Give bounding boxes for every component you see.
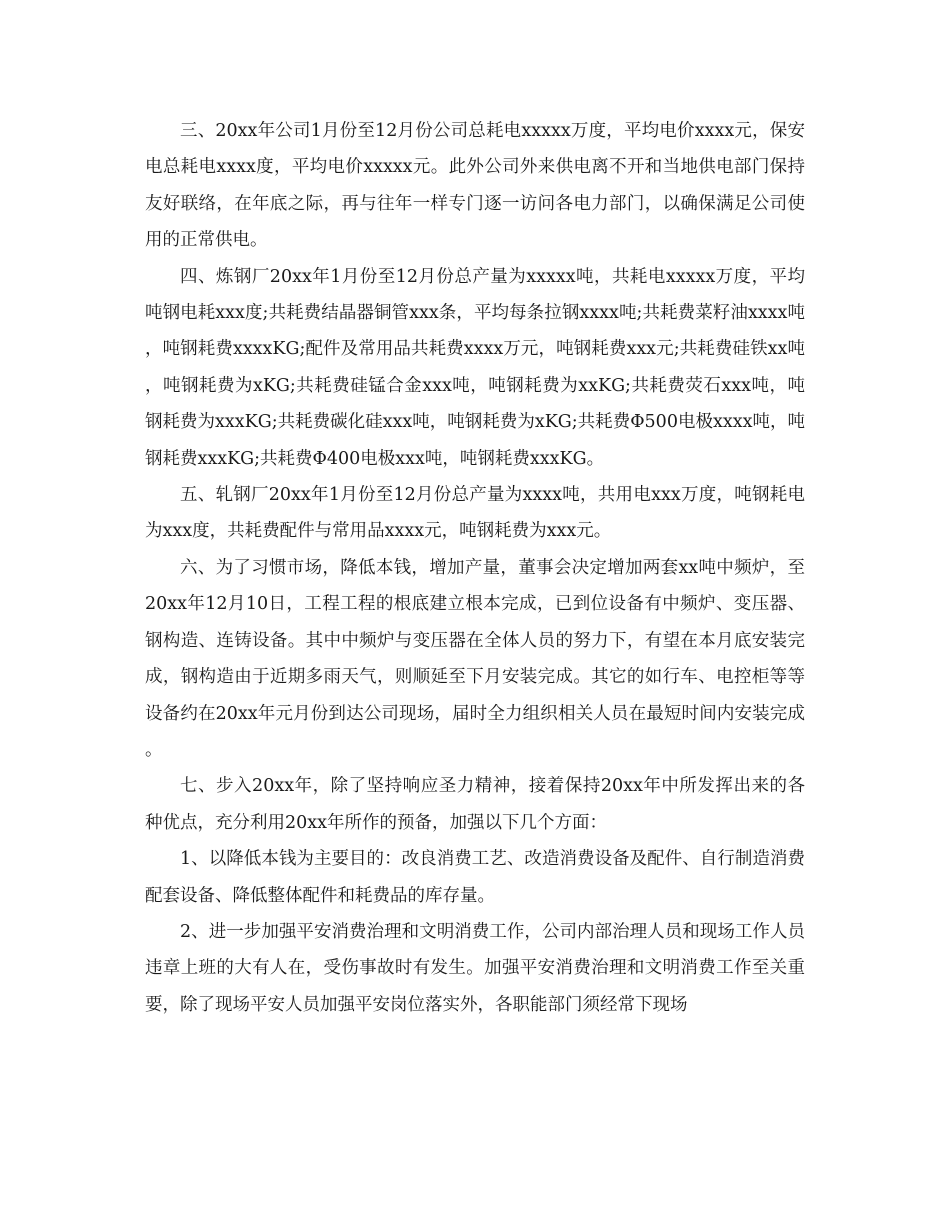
paragraph-item-1: 1、以降低本钱为主要目的：改良消费工艺、改造消费设备及配件、自行制造消费配套设备、降低整体配件和耗费品的库存量。 xyxy=(145,849,805,906)
document-body xyxy=(145,113,805,1023)
paragraph-electricity: 三、20xx年公司1月份至12月份公司总耗电xxxxx万度，平均电价xxxx元，保安电总耗电xxxx度，平均电价xxxxx元。此外公司外来供电离不开和当地供电部门保持友好联络，在年底之际，再与往年一样专门逐一访问各电力部门，以确保满足公司使用的正常供电。 xyxy=(145,121,805,251)
paragraph-rolling-mill: 五、轧钢厂20xx年1月份至12月份总产量为xxxx吨，共用电xxx万度，吨钢耗电为xxx度，共耗费配件与常用品xxxx元，吨钢耗费为xxx元。 xyxy=(145,485,805,542)
paragraph-steelmaking: 四、炼钢厂20xx年1月份至12月份总产量为xxxxx吨，共耗电xxxxx万度，平均吨钢电耗xxx度;共耗费结晶器铜管xxx条，平均每条拉钢xxxx吨;共耗费菜籽油xxxx吨，吨钢耗费xxxxKG;配件及常用品共耗费xxxx万元，吨钢耗费xxx元;共耗费硅铁xx吨，吨钢耗费为xKG;共耗费硅锰合金xxx吨，吨钢耗费为xxKG;共耗费荧石xxx吨，吨钢耗费为xxxKG;共耗费碳化硅xxx吨，吨钢耗费为xKG;共耗费Φ500电极xxxx吨，吨钢耗费xxxKG;共耗费Φ400电极xxx吨，吨钢耗费xxxKG。 xyxy=(145,266,805,469)
paragraph-next-year: 七、步入20xx年，除了坚持响应圣力精神，接着保持20xx年中所发挥出来的各种优点，充分利用20xx年所作的预备，加强以下几个方面： xyxy=(145,776,805,833)
paragraph-item-2: 2、进一步加强平安消费治理和文明消费工作，公司内部治理人员和现场工作人员违章上班的大有人在，受伤事故时有发生。加强平安消费治理和文明消费工作至关重要，除了现场平安人员加强平安岗位落实外，各职能部门须经常下现场 xyxy=(145,921,805,1015)
paragraph-induction-furnace: 六、为了习惯市场，降低本钱，增加产量，董事会决定增加两套xx吨中频炉，至20xx年12月10日，工程工程的根底建立根本完成，已到位设备有中频炉、变压器、钢构造、连铸设备。其中中频炉与变压器在全体人员的努力下，有望在本月底安装完成，钢构造由于近期多雨天气，则顺延至下月安装完成。其它的如行车、电控柜等等设备约在20xx年元月份到达公司现场，届时全力组织相关人员在最短时间内安装完成。 xyxy=(145,557,805,760)
